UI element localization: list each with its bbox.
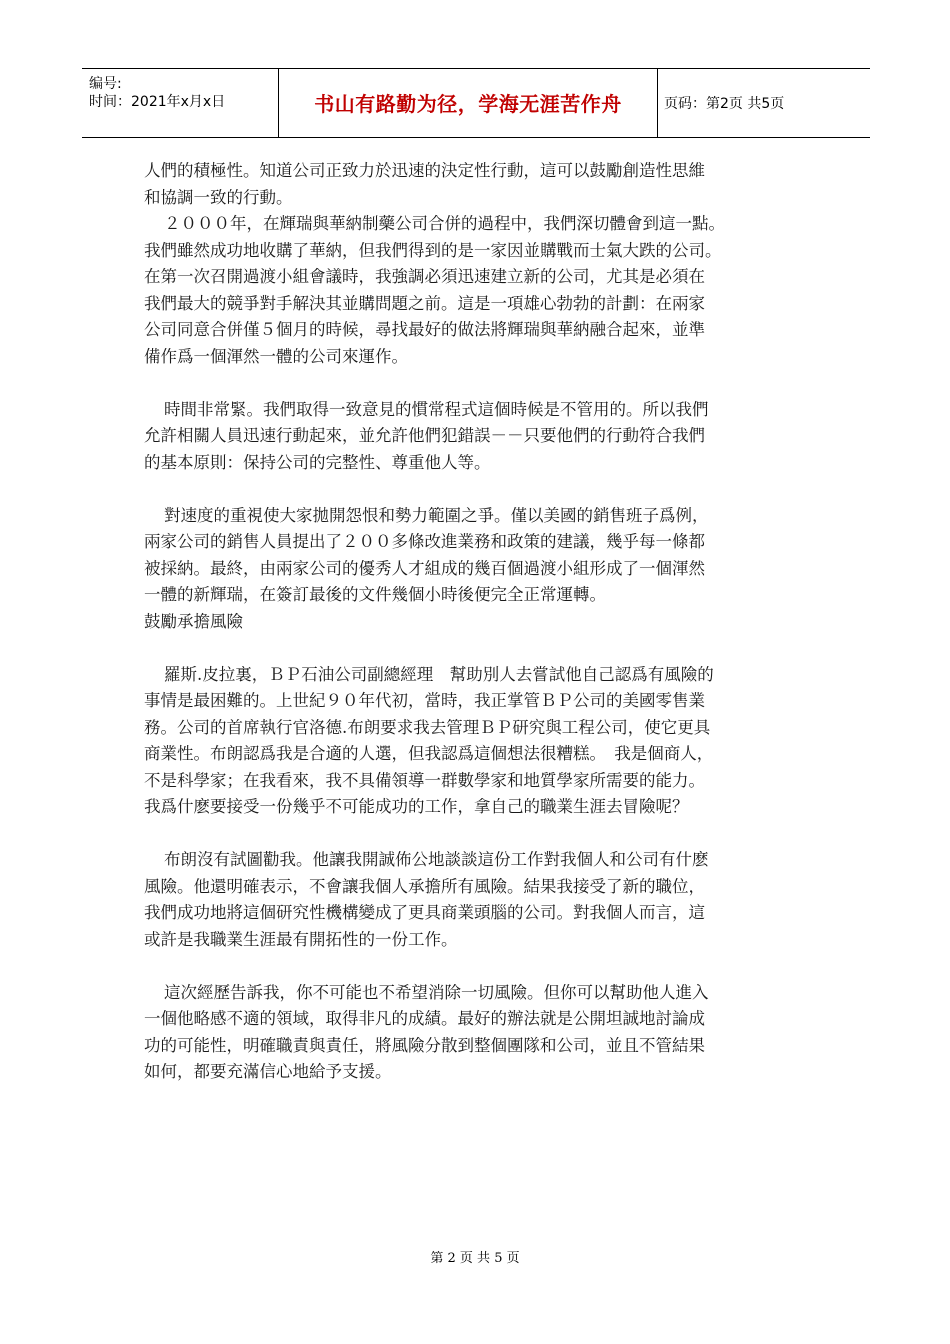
page-header	[82, 68, 870, 138]
text-line: 和協調一致的行動。	[144, 187, 293, 207]
paragraph-gap	[144, 476, 808, 503]
text-line: 在第一次召開過渡小組會議時，我強調必須迅速建立新的公司，尤其是必須在	[144, 267, 705, 286]
paragraph-7	[144, 980, 808, 1086]
text-line: 備作爲一個渾然一體的公司來運作。	[144, 346, 408, 366]
paragraph-4	[144, 503, 808, 609]
paragraph-gap	[144, 953, 808, 980]
text-line: 公司同意合併僅５個月的時候，尋找最好的做法將輝瑞與華納融合起來，並準	[144, 320, 705, 339]
text-line: 一體的新輝瑞，在簽訂最後的文件幾個小時後便完全正常運轉。	[144, 585, 606, 604]
text-line: 不是科學家；在我看來，我不具備領導一群數學家和地質學家所需要的能力。	[144, 770, 705, 790]
number-label: 编号:	[89, 76, 122, 92]
text-line: 風險。他還明確表示，不會讓我個人承擔所有風險。結果我接受了新的職位，	[144, 876, 705, 896]
text-line: 我們成功地將這個研究性機構變成了更具商業頭腦的公司。對我個人而言，這	[144, 903, 705, 922]
paragraph-1	[144, 158, 808, 211]
text-line: 這次經歷告訴我，你不可能也不希望消除一切風險。但你可以幫助他人進入	[164, 982, 709, 1002]
text-line: 我們最大的競爭對手解決其並購問題之前。這是一項雄心勃勃的計劃：在兩家	[144, 293, 705, 313]
text-line: 對速度的重視使大家拋開怨恨和勢力範圍之爭。僅以美國的銷售班子爲例，	[164, 505, 709, 525]
document-body	[144, 158, 808, 1086]
text-line: 時間非常緊。我們取得一致意見的慣常程式這個時候是不管用的。所以我們	[164, 399, 709, 419]
text-line: 被採納。最終，由兩家公司的優秀人才組成的幾百個過渡小組形成了一個渾然	[144, 558, 705, 578]
paragraph-5	[144, 662, 808, 821]
text-line: 的基本原則：保持公司的完整性、尊重他人等。	[144, 452, 491, 472]
text-line: 一個他略感不適的領域，取得非凡的成績。最好的辦法就是公開坦誠地討論成	[144, 1009, 705, 1028]
text-line: 兩家公司的銷售人員提出了２００多條改進業務和政策的建議，幾乎每一條都	[144, 532, 705, 551]
text-line: 事情是最困難的。上世紀９０年代初，當時，我正掌管ＢＰ公司的美國零售業	[144, 691, 705, 710]
text-line: 如何，都要充滿信心地給予支援。	[144, 1062, 392, 1081]
paragraph-2	[144, 211, 808, 370]
text-line: 或許是我職業生涯最有開拓性的一份工作。	[144, 929, 458, 949]
paragraph-gap	[144, 370, 808, 397]
text-line: 功的可能性，明確職責與責任，將風險分散到整個團隊和公司，並且不管結果	[144, 1035, 705, 1055]
header-divider-right	[657, 69, 658, 137]
header-meta	[82, 69, 278, 137]
text-line: 我爲什麽要接受一份幾乎不可能成功的工作，拿自己的職業生涯去冒險呢？	[144, 797, 689, 816]
text-line: 布朗沒有試圖勸我。他讓我開誠佈公地談談這份工作對我個人和公司有什麽	[164, 850, 709, 869]
paragraph-6	[144, 847, 808, 953]
paragraph-gap	[144, 821, 808, 848]
header-page-info: 页码：第2页 共5页	[664, 96, 785, 112]
paragraph-3	[144, 397, 808, 477]
text-line: 商業性。布朗認爲我是合適的人選，但我認爲這個想法很糟糕。 我是個商人，	[144, 744, 714, 763]
text-line: 我們雖然成功地收購了華納，但我們得到的是一家因並購戰而士氣大跌的公司。	[144, 240, 722, 260]
text-line: ２０００年，在輝瑞與華納制藥公司合併的過程中，我們深切體會到這一點。	[164, 214, 725, 233]
text-line: 允許相關人員迅速行動起來，並允許他們犯錯誤－－只要他們的行動符合我們	[144, 426, 705, 445]
text-line: 務。公司的首席執行官洛德.布朗要求我去管理ＢＰ研究與工程公司，使它更具	[144, 717, 711, 737]
page-footer: 第 2 页 共 5 页	[430, 1251, 520, 1266]
header-motto: 书山有路勤为径，学海无涯苦作舟	[314, 92, 622, 116]
time-label: 时间：2021年x月x日	[89, 94, 226, 110]
text-line: 羅斯.皮拉裏，ＢＰ石油公司副總經理 幫助別人去嘗試他自己認爲有風險的	[164, 664, 714, 684]
section-heading: 鼓勵承擔風險	[144, 611, 243, 631]
paragraph-gap	[144, 635, 808, 662]
text-line: 人們的積極性。知道公司正致力於迅速的決定性行動，這可以鼓勵創造性思維	[144, 161, 705, 180]
